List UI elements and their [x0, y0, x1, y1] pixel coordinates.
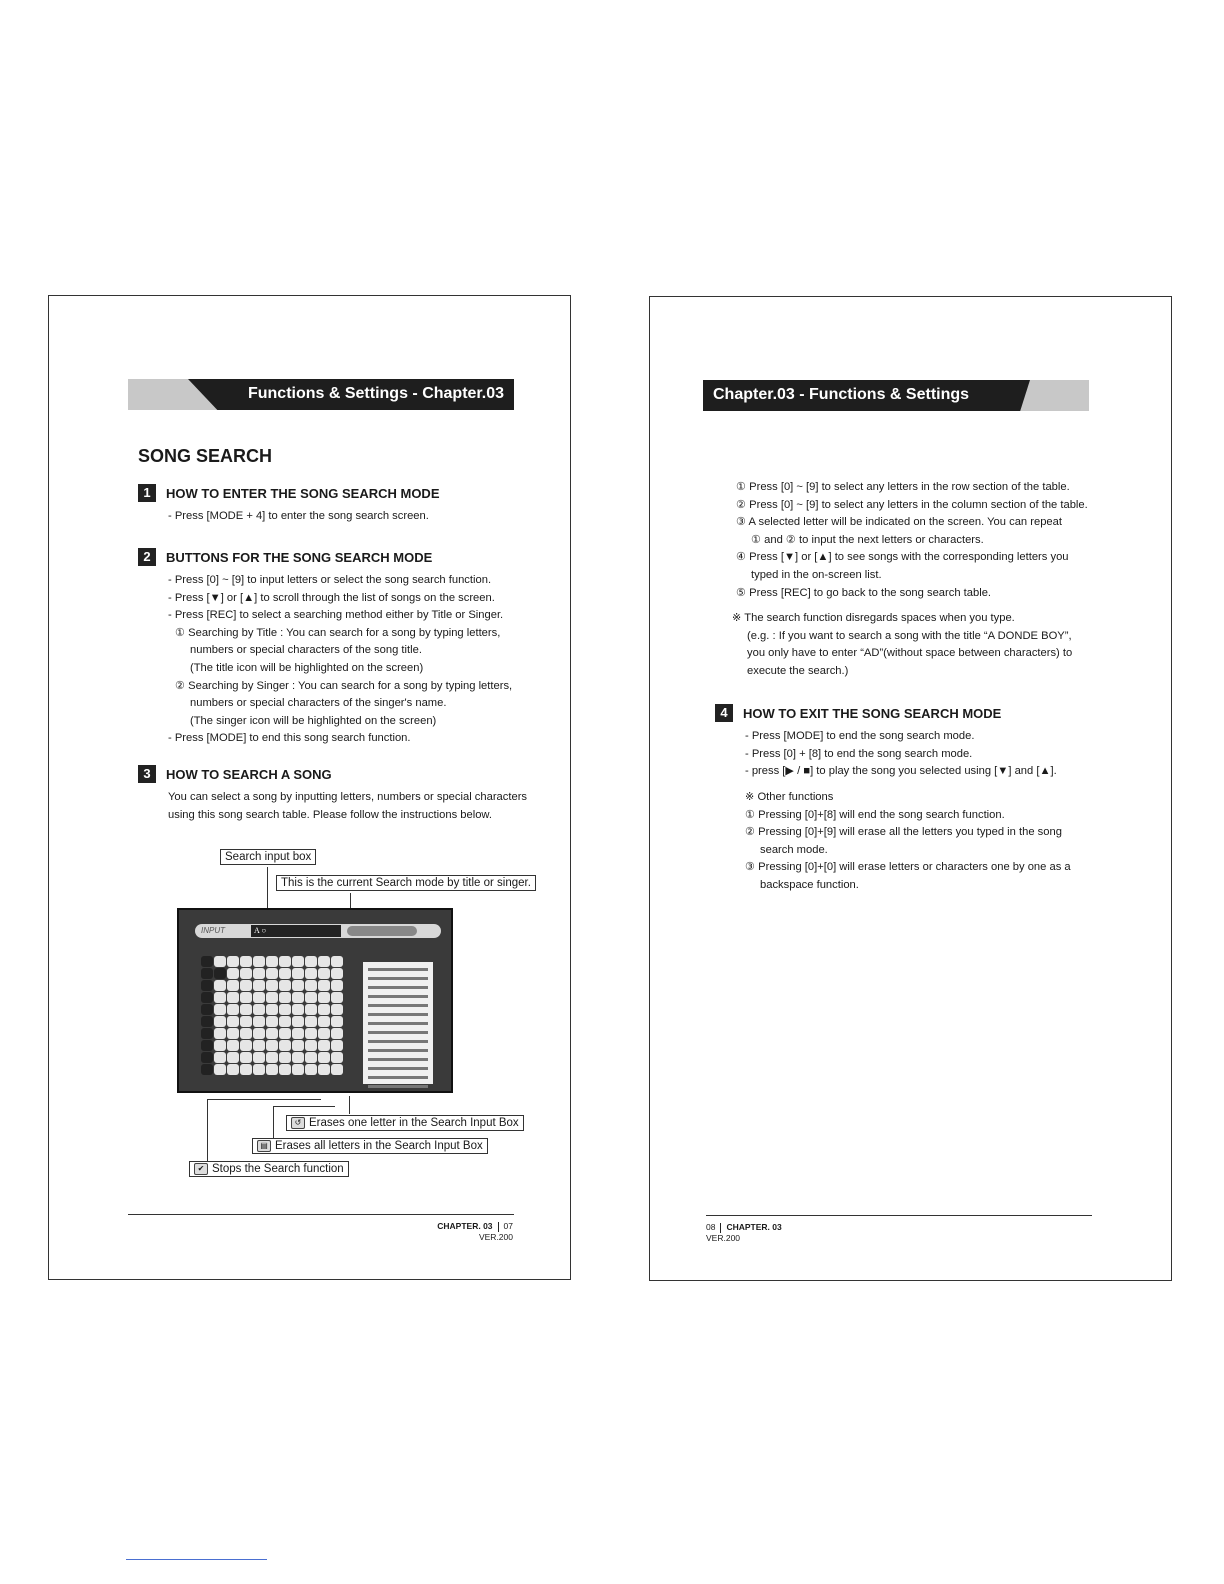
step-line: ② Press [0] ~ [9] to select any letters in the column section of the table. [736, 498, 1088, 511]
left-footer-rule [128, 1214, 514, 1215]
text-line: backspace function. [760, 878, 859, 891]
section-2-number: 2 [138, 548, 156, 566]
text-line: search mode. [760, 843, 828, 856]
step-line: typed in the on-screen list. [751, 568, 882, 581]
text-line: numbers or special characters of the singer's name. [190, 697, 447, 710]
section-4-text [745, 728, 1057, 781]
callout-line [207, 1099, 321, 1100]
text-line: - Press [REC] to select a searching method either by Title or Singer. [168, 609, 504, 622]
search-steps [736, 479, 1088, 602]
step-line: ⑤ Press [REC] to go back to the song search table. [736, 586, 992, 599]
screen-help-panel [363, 962, 433, 1084]
text-line: ① Pressing [0]+[8] will end the song search function. [745, 808, 1005, 821]
section-4-title: HOW TO EXIT THE SONG SEARCH MODE [743, 705, 1002, 721]
text-line: (The singer icon will be highlighted on the screen) [190, 714, 437, 727]
text-line: - Press [MODE] to end the song search mode. [745, 730, 975, 742]
callout-label: Erases one letter in the Search Input Box [309, 1117, 519, 1129]
note-line: (e.g. : If you want to search a song with the title “A DONDE BOY”, [747, 629, 1072, 642]
callout-erase-all-letters [252, 1138, 488, 1154]
callout-line [267, 867, 268, 911]
screen-mode-indicator [347, 926, 417, 936]
callout-erase-one-letter [286, 1115, 524, 1131]
step-line: ④ Press [▼] or [▲] to see songs with the corresponding letters you [736, 551, 1069, 564]
section-2-title: BUTTONS FOR THE SONG SEARCH MODE [166, 549, 433, 565]
text-line: ※ Other functions [745, 791, 834, 803]
section-4-number: 4 [715, 704, 733, 722]
note-line: you only have to enter “AD”(without space between characters) to [747, 647, 1073, 660]
trash-icon: ▤ [257, 1140, 271, 1152]
right-footer [706, 1222, 782, 1244]
footer-chapter: CHAPTER. 03 [437, 1221, 493, 1231]
text-line: - Press [0] + [8] to end the song search mode. [745, 747, 973, 760]
text-line: - Press [MODE + 4] to enter the song search screen. [168, 510, 429, 522]
callout-search-mode [276, 875, 536, 891]
footer-page-number: 07 [503, 1221, 513, 1231]
text-line: - Press [0] ~ [9] to input letters or select the song search function. [168, 574, 492, 586]
bottom-underline [126, 1559, 267, 1560]
note-line: ※ The search function disregards spaces when you type. [732, 612, 1015, 624]
section-4-heading [715, 704, 1001, 722]
text-line: - Press [MODE] to end this song search function. [168, 732, 411, 745]
callout-line [273, 1106, 335, 1107]
left-header-bar [128, 379, 514, 410]
footer-version: VER.200 [706, 1233, 741, 1243]
section-2-text [168, 572, 512, 748]
footer-chapter: CHAPTER. 03 [726, 1222, 782, 1232]
left-footer [437, 1221, 513, 1243]
text-line: ② Pressing [0]+[9] will erase all the letters you typed in the song [745, 826, 1062, 839]
callout-label: This is the current Search mode by title or singer. [281, 877, 531, 889]
step-line: ① Press [0] ~ [9] to select any letters in the row section of the table. [736, 481, 1070, 493]
text-line: You can select a song by inputting letters, numbers or special characters [168, 791, 528, 803]
screen-letter-grid [201, 944, 343, 1075]
text-line: numbers or special characters of the song title. [190, 644, 422, 657]
section-3-heading [138, 765, 332, 783]
callout-label: Stops the Search function [212, 1163, 344, 1175]
left-page [48, 295, 571, 1280]
section-1-title: HOW TO ENTER THE SONG SEARCH MODE [166, 485, 440, 501]
section-1-number: 1 [138, 484, 156, 502]
right-page [649, 296, 1172, 1281]
page-title: SONG SEARCH [138, 446, 273, 466]
other-functions [745, 789, 1071, 895]
footer-separator [720, 1223, 721, 1233]
text-line: ③ Pressing [0]+[0] will erase letters or characters one by one as a [745, 861, 1071, 874]
section-3-number: 3 [138, 765, 156, 783]
step-line: ① and ② to input the next letters or characters. [751, 533, 984, 546]
search-note [732, 610, 1072, 680]
footer-version: VER.200 [478, 1232, 513, 1242]
left-header-title: Functions & Settings - Chapter.03 [247, 385, 504, 402]
right-header-title: Chapter.03 - Functions & Settings [713, 386, 970, 403]
text-line: - Press [▼] or [▲] to scroll through the list of songs on the screen. [168, 591, 495, 604]
text-line: (The title icon will be highlighted on the screen) [190, 661, 424, 674]
callout-stop-search [189, 1161, 349, 1177]
song-search-screenshot [177, 908, 453, 1093]
footer-separator [498, 1222, 499, 1232]
callout-line [207, 1099, 208, 1169]
text-line: using this song search table. Please follow the instructions below. [168, 808, 492, 821]
footer-page-number: 08 [706, 1222, 716, 1232]
section-3-text [168, 789, 527, 824]
text-line: ① Searching by Title : You can search for a song by typing letters, [175, 626, 501, 639]
section-2-heading [138, 548, 432, 566]
callout-search-input-box [220, 849, 316, 865]
backspace-icon: ↺ [291, 1117, 305, 1129]
screen-input-box: A ○ [251, 925, 341, 937]
right-footer-rule [706, 1215, 1092, 1216]
right-header-bar [703, 380, 1089, 411]
text-line: - press [▶ / ■] to play the song you selected using [▼] and [▲]. [745, 765, 1057, 778]
callout-line [349, 1096, 350, 1114]
screen-input-label: INPUT [201, 926, 225, 935]
section-3-title: HOW TO SEARCH A SONG [166, 766, 332, 782]
section-1-heading [138, 484, 440, 502]
step-line: ③ A selected letter will be indicated on the screen. You can repeat [736, 516, 1062, 529]
note-line: execute the search.) [747, 664, 849, 677]
section-1-text [168, 508, 429, 526]
check-icon: ✔ [194, 1163, 208, 1175]
text-line: ② Searching by Singer : You can search for a song by typing letters, [175, 679, 513, 692]
callout-label: Erases all letters in the Search Input Box [275, 1140, 483, 1152]
callout-label: Search input box [225, 851, 312, 863]
